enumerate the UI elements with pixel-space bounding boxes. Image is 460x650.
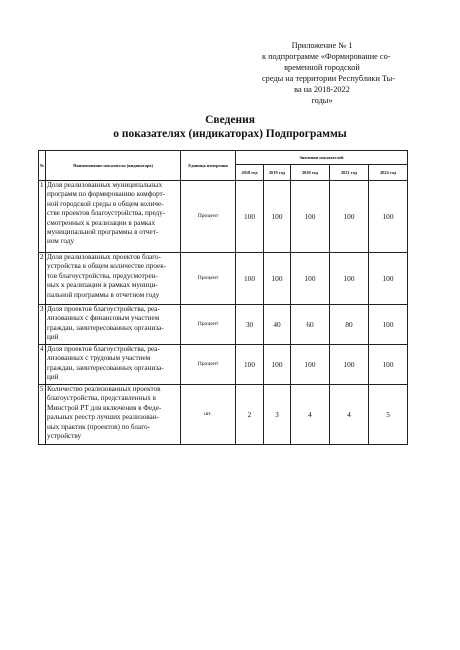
value-cell: 40 — [264, 305, 291, 345]
indicator-name — [46, 385, 181, 445]
indicator-name-line: ций — [47, 333, 59, 342]
indicator-name-line: тов благоустройства, предусмотрен- — [47, 271, 158, 280]
header-values: Значения показателей — [236, 151, 408, 165]
value-cell: 60 — [291, 305, 330, 345]
indicator-name-line: Количество реализованных проектов — [47, 385, 161, 393]
unit-cell: Процент — [181, 345, 236, 385]
indicator-name — [46, 305, 181, 345]
table-row — [39, 305, 408, 345]
header-year: 2020 год — [291, 165, 330, 181]
document-title: Сведения — [205, 114, 255, 126]
value-cell: 100 — [369, 181, 408, 253]
value-cell: 80 — [330, 305, 369, 345]
value-cell: 4 — [330, 385, 369, 445]
indicator-name-line: ной городской среды в общем количе- — [47, 199, 164, 208]
value-cell: 100 — [369, 345, 408, 385]
appendix-note — [262, 40, 395, 106]
indicator-name-line: благоустройства, представленных в — [47, 394, 156, 403]
appendix-line: временной городской — [284, 63, 360, 72]
appendix-line: Приложение № 1 — [291, 41, 353, 50]
row-number: 1 — [39, 181, 46, 253]
header-year: 2022 год — [369, 165, 408, 181]
appendix-line: годы» — [311, 96, 333, 105]
value-cell: 100 — [291, 253, 330, 305]
indicator-name-line: программ по формированию комфорт- — [47, 190, 165, 199]
value-cell: 100 — [264, 181, 291, 253]
indicator-name-line: устройства в общем количестве проек- — [47, 262, 167, 271]
row-number: 2 — [39, 253, 46, 305]
indicator-name — [46, 253, 181, 305]
indicator-name-line: ций — [47, 373, 59, 382]
indicator-name-line: граждан, заинтересованных организа- — [47, 323, 164, 332]
unit-cell: Процент — [181, 181, 236, 253]
value-cell: 100 — [330, 253, 369, 305]
indicator-name-line: муниципальной программы в отчет- — [47, 228, 159, 237]
value-cell: 30 — [236, 305, 264, 345]
unit-cell: шт. — [181, 385, 236, 445]
indicator-name-line: граждан, заинтересованных организа- — [47, 363, 164, 372]
table-row — [39, 181, 408, 253]
header-year: 2021 год — [330, 165, 369, 181]
header-number: № — [39, 151, 46, 181]
value-cell: 100 — [264, 345, 291, 385]
indicator-name-line: ральных реестр лучших реализован- — [47, 413, 159, 422]
indicator-name-line: ном году — [47, 237, 75, 246]
unit-cell: Процент — [181, 305, 236, 345]
table-row — [39, 253, 408, 305]
indicator-name-line: смотренных к реализации в рамках — [47, 218, 156, 227]
header-indicator-name: Наименование показателя (индикатора) — [46, 151, 181, 181]
appendix-line: среды на территории Республики Ты- — [262, 74, 395, 83]
value-cell: 100 — [369, 305, 408, 345]
indicator-name-line: лизованных с финансовым участием — [47, 314, 160, 323]
appendix-line: ва на 2018-2022 — [294, 85, 350, 94]
indicator-name-line: ных к реализации в рамках муници- — [47, 281, 158, 290]
header-year: 2019 год — [264, 165, 291, 181]
table-row — [39, 385, 408, 445]
value-cell: 100 — [291, 181, 330, 253]
document-subtitle: о показателях (индикаторах) Подпрограммы — [113, 128, 347, 140]
indicator-name — [46, 181, 181, 253]
value-cell: 100 — [291, 345, 330, 385]
row-number: 3 — [39, 305, 46, 345]
header-year: 2018 год — [236, 165, 264, 181]
indicators-table — [38, 150, 408, 445]
indicator-name — [46, 345, 181, 385]
value-cell: 100 — [264, 253, 291, 305]
header-unit: Единица измерения — [181, 151, 236, 181]
value-cell: 5 — [369, 385, 408, 445]
value-cell: 100 — [236, 345, 264, 385]
indicator-name-line: Доля проектов благоустройства, реа- — [47, 305, 160, 313]
value-cell: 100 — [369, 253, 408, 305]
value-cell: 100 — [236, 181, 264, 253]
indicator-name-line: ных практик (проектов) по благо- — [47, 422, 150, 431]
indicator-name-line: устройству — [47, 432, 82, 441]
row-number: 4 — [39, 345, 46, 385]
appendix-line: к подпрограмме «Формирование со- — [262, 52, 391, 61]
indicator-name-line: пальной программы в отчетном году — [47, 290, 160, 299]
value-cell: 100 — [236, 253, 264, 305]
indicator-name-line: лизованных с трудовым участием — [47, 354, 151, 363]
indicator-name-line: Доля реализованных проектов благо- — [47, 253, 161, 261]
indicator-name-line: Доля реализованных муниципальных — [47, 181, 163, 189]
indicator-name-line: стве проектов благоустройства, преду- — [47, 209, 166, 218]
value-cell: 100 — [330, 181, 369, 253]
value-cell: 100 — [330, 345, 369, 385]
table-row — [39, 345, 408, 385]
indicator-name-line: Доля проектов благоустройства, реа- — [47, 345, 160, 353]
unit-cell: Процент — [181, 253, 236, 305]
value-cell: 2 — [236, 385, 264, 445]
row-number: 5 — [39, 385, 46, 445]
indicator-name-line: Минстрой РТ для включения в Феде- — [47, 403, 162, 412]
value-cell: 4 — [291, 385, 330, 445]
value-cell: 3 — [264, 385, 291, 445]
